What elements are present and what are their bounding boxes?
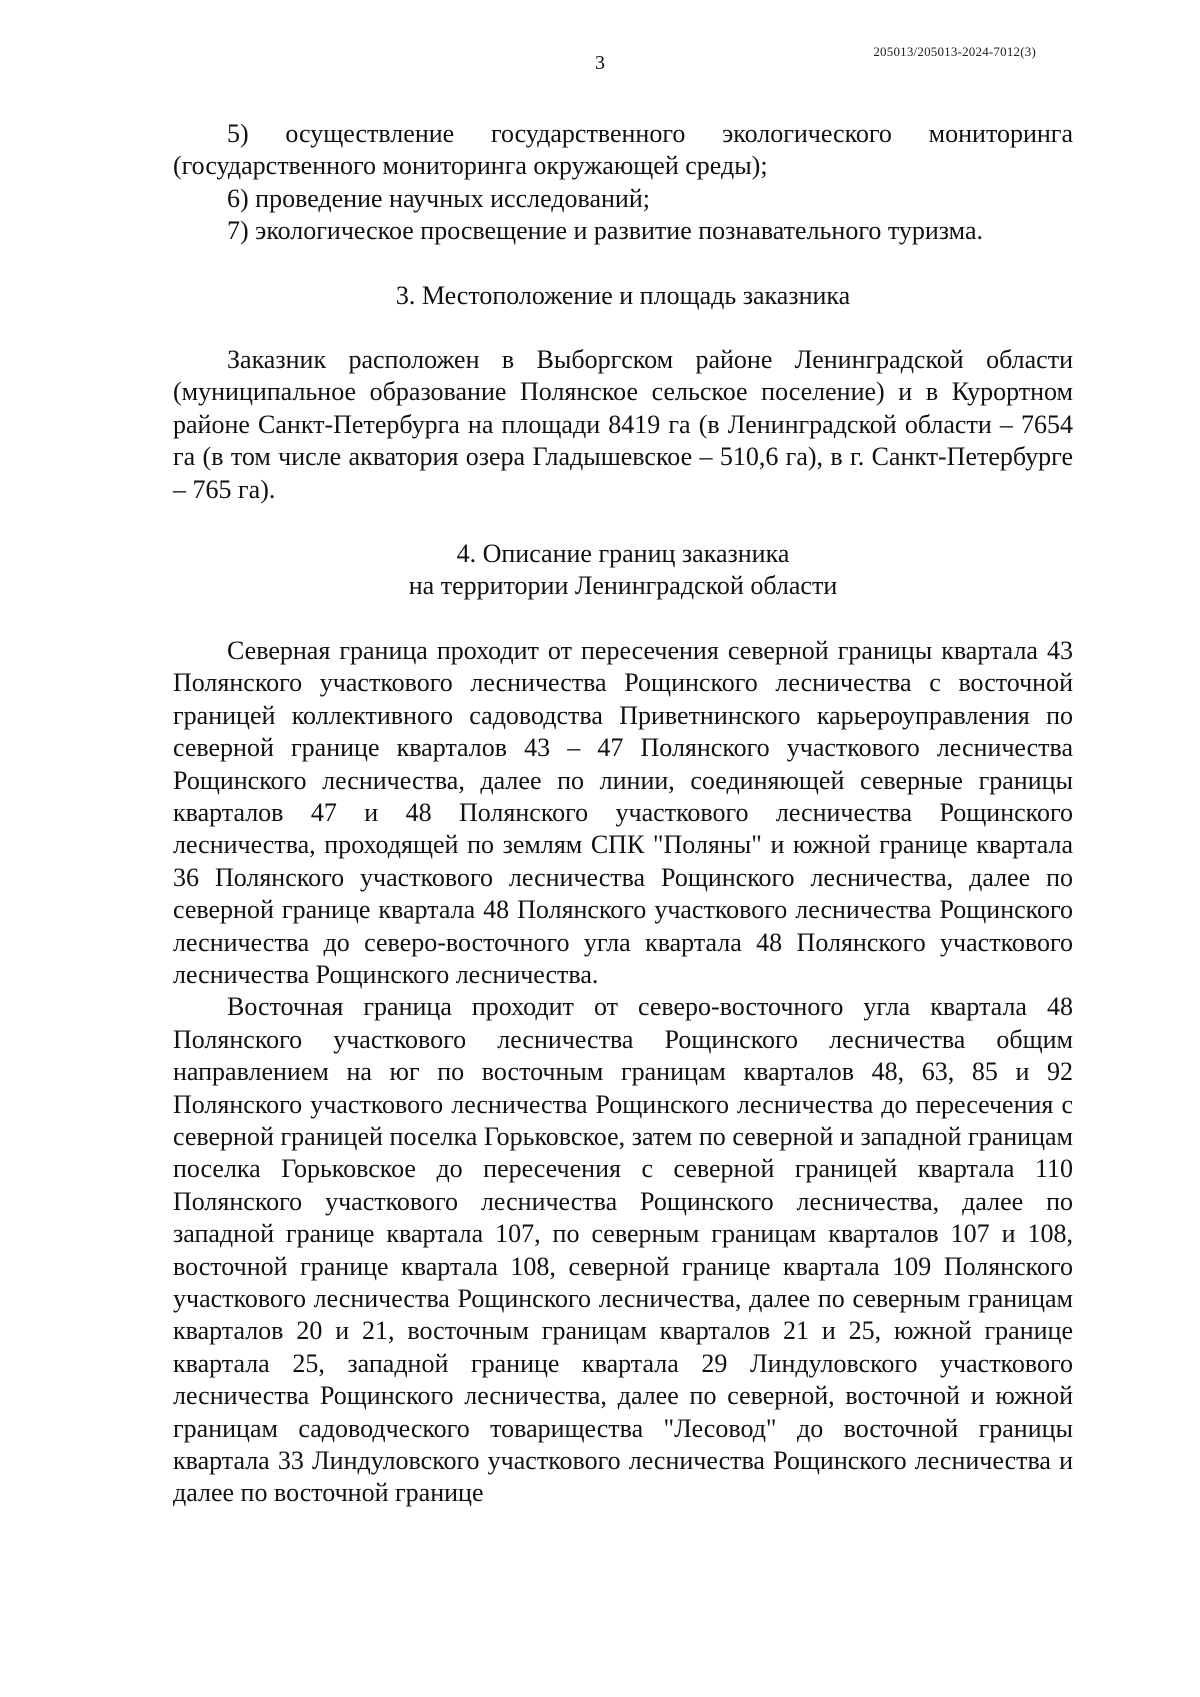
list-item-7: 7) экологическое просвещение и развитие познавательного туризма. xyxy=(227,216,983,246)
section-3-heading: 3. Местоположение и площадь заказника xyxy=(395,280,851,310)
spacer xyxy=(173,506,1073,538)
spacer xyxy=(173,248,1073,280)
document-id: 205013/205013-2024-7012(3) xyxy=(873,44,1036,59)
section-4-heading-line-2: на территории Ленинградской области xyxy=(408,571,838,601)
list-item-6: 6) проведение научных исследований; xyxy=(227,183,650,213)
section-4-heading-line-1: 4. Описание границ заказника xyxy=(456,539,790,569)
page-number: 3 xyxy=(595,52,605,74)
spacer xyxy=(173,312,1073,344)
document-body xyxy=(173,118,1073,1510)
section-3-paragraph: Заказник расположен в Выборгском районе Ленинградской области (муниципальное образование Полянское сельское поселение) и в Курортном районе Санкт-Петербурга на площади 8419 га (в Ленинградской области – 7654 га (в том числе акватория озера Гладышевское – 510,6 га), в г. Санкт-Петербурге – 765 га). xyxy=(173,345,1073,504)
list-item-5: 5) осуществление государственного экологического мониторинга (государственного мониторинга окружающей среды); xyxy=(173,119,1073,181)
spacer xyxy=(173,603,1073,635)
section-4-paragraph-east: Восточная граница проходит от северо-восточного угла квартала 48 Полянского участкового лесничества Рощинского лесничества общим направлением на юг по восточным границам кварталов 48, 63, 85 и 92 Полянского участкового лесничества Рощинского лесничества до пересечения с северной границей поселка Горьковское, затем по северной и западной границам поселка Горьковское до пересечения с северной границей квартала 110 Полянского участкового лесничества Рощинского лесничества, далее по западной границе квартала 107, по северным границам кварталов 107 и 108, восточной границе квартала 108, северной границе квартала 109 Полянского участкового лесничества Рощинского лесничества, далее по северным границам кварталов 20 и 21, восточным границам кварталов 21 и 25, южной границе квартала 25, западной границе квартала 29 Линдуловского участкового лесничества Рощинского лесничества, далее по северной, восточной и южной границам садоводческого товарищества "Лесовод" до восточной границы квартала 33 Линдуловского участкового лесничества Рощинского лесничества и далее по восточной границе xyxy=(173,992,1073,1508)
section-4-paragraph-north: Северная граница проходит от пересечения северной границы квартала 43 Полянского участкового лесничества Рощинского лесничества с восточной границей коллективного садоводства Приветнинского карьероуправления по северной границе кварталов 43 – 47 Полянского участкового лесничества Рощинского лесничества, далее по линии, соединяющей северные границы кварталов 47 и 48 Полянского участкового лесничества Рощинского лесничества, проходящей по землям СПК "Поляны" и южной границе квартала 36 Полянского участкового лесничества Рощинского лесничества, далее по северной границе квартала 48 Полянского участкового лесничества Рощинского лесничества до северо-восточного угла квартала 48 Полянского участкового лесничества Рощинского лесничества. xyxy=(173,635,1073,989)
